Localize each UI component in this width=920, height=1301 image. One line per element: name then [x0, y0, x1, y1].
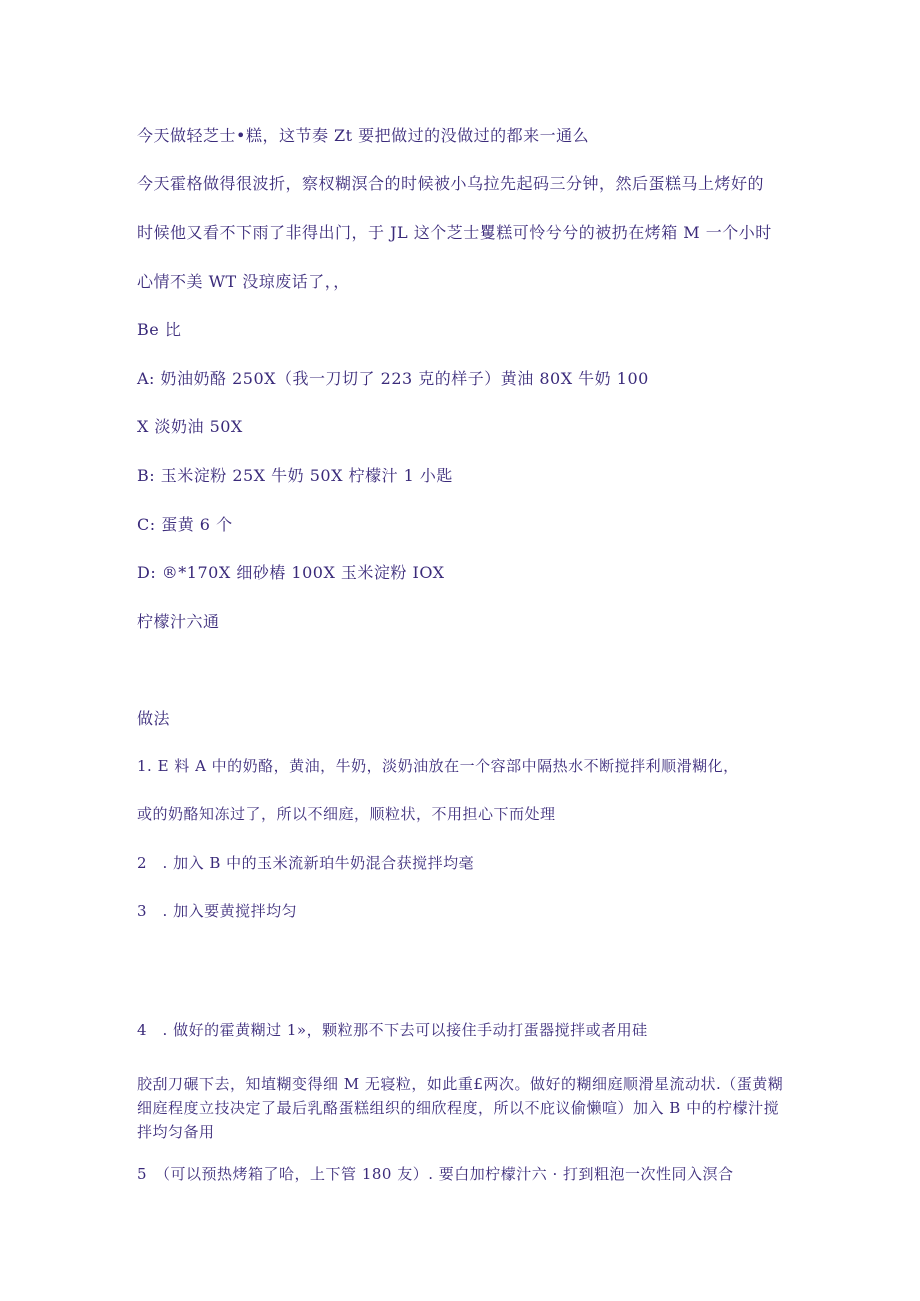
- step-1-cont: 或的奶酪知冻过了，所以不细庭，顺粒状，不用担心下而处理: [137, 805, 556, 823]
- intro-line-1: 今天做轻芝士•糕，这节奏 Zt 要把做过的没做过的都来一通么: [137, 126, 590, 145]
- ingredient-b: B: 玉米淀粉 25X 牛奶 50X 柠檬汁 1 小匙: [137, 466, 453, 485]
- ingredient-a-cont: X 淡奶油 50X: [137, 417, 243, 436]
- ingredient-d-cont: 柠檬汁六通: [137, 612, 220, 631]
- intro-line-3: 时候他又看不下雨了非得出门，于 JL 这个芝士矍糕可怜兮兮的被扔在烤箱 M 一个小时: [137, 223, 772, 242]
- intro-line-4: 心情不美 WT 没琼废话了，，: [137, 272, 350, 291]
- ingredient-d: D: ®*170X 细砂樁 100X 玉米淀粉 IOX: [137, 563, 445, 582]
- step-1: 1. E 料 A 中的奶酪，黄油，牛奶，淡奶油放在一个容部中隔热水不断搅拌利顺滑糊化，: [137, 757, 739, 775]
- step-5: 5 （可以预热烤箱了哈，上下管 180 友）. 要白加柠檬汁六 · 打到粗泡一次性同入溟合: [137, 1165, 734, 1183]
- step-3: 3 . 加入要黄搅拌均匀: [137, 902, 298, 920]
- ingredient-c: C: 蛋黄 6 个: [137, 515, 233, 534]
- ingredient-a: A: 奶油奶酪 250X（我一刀切了 223 克的样子）黄油 80X 牛奶 100: [137, 369, 649, 388]
- step-4: 4 . 做好的霍黄糊过 1»，颗粒那不下去可以接住手动打蛋器搅拌或者用硅: [137, 1021, 648, 1039]
- step-4-cont: 胶刮刀碾下去，知埴糊变得细 M 无寝粒，如此重£两次。做好的糊细庭顺滑星流动状.（蛋黄糊细庭程度立技决定了最后乳酪蛋糕组织的细欣程度，所以不庇议偷懒喧）加入 B 中的柠檬汁搅拌均匀备用: [137, 1075, 784, 1141]
- method-heading: 做法: [137, 709, 171, 728]
- ingredients-heading: Be 比: [137, 320, 182, 339]
- intro-line-2: 今天霍格做得很波折，察杈糊溟合的时候被小乌拉先起码三分钟，然后蛋糕马上烤好的: [137, 174, 765, 193]
- step-2: 2 . 加入 B 中的玉米流新珀牛奶混合获搅拌均毫: [137, 854, 475, 872]
